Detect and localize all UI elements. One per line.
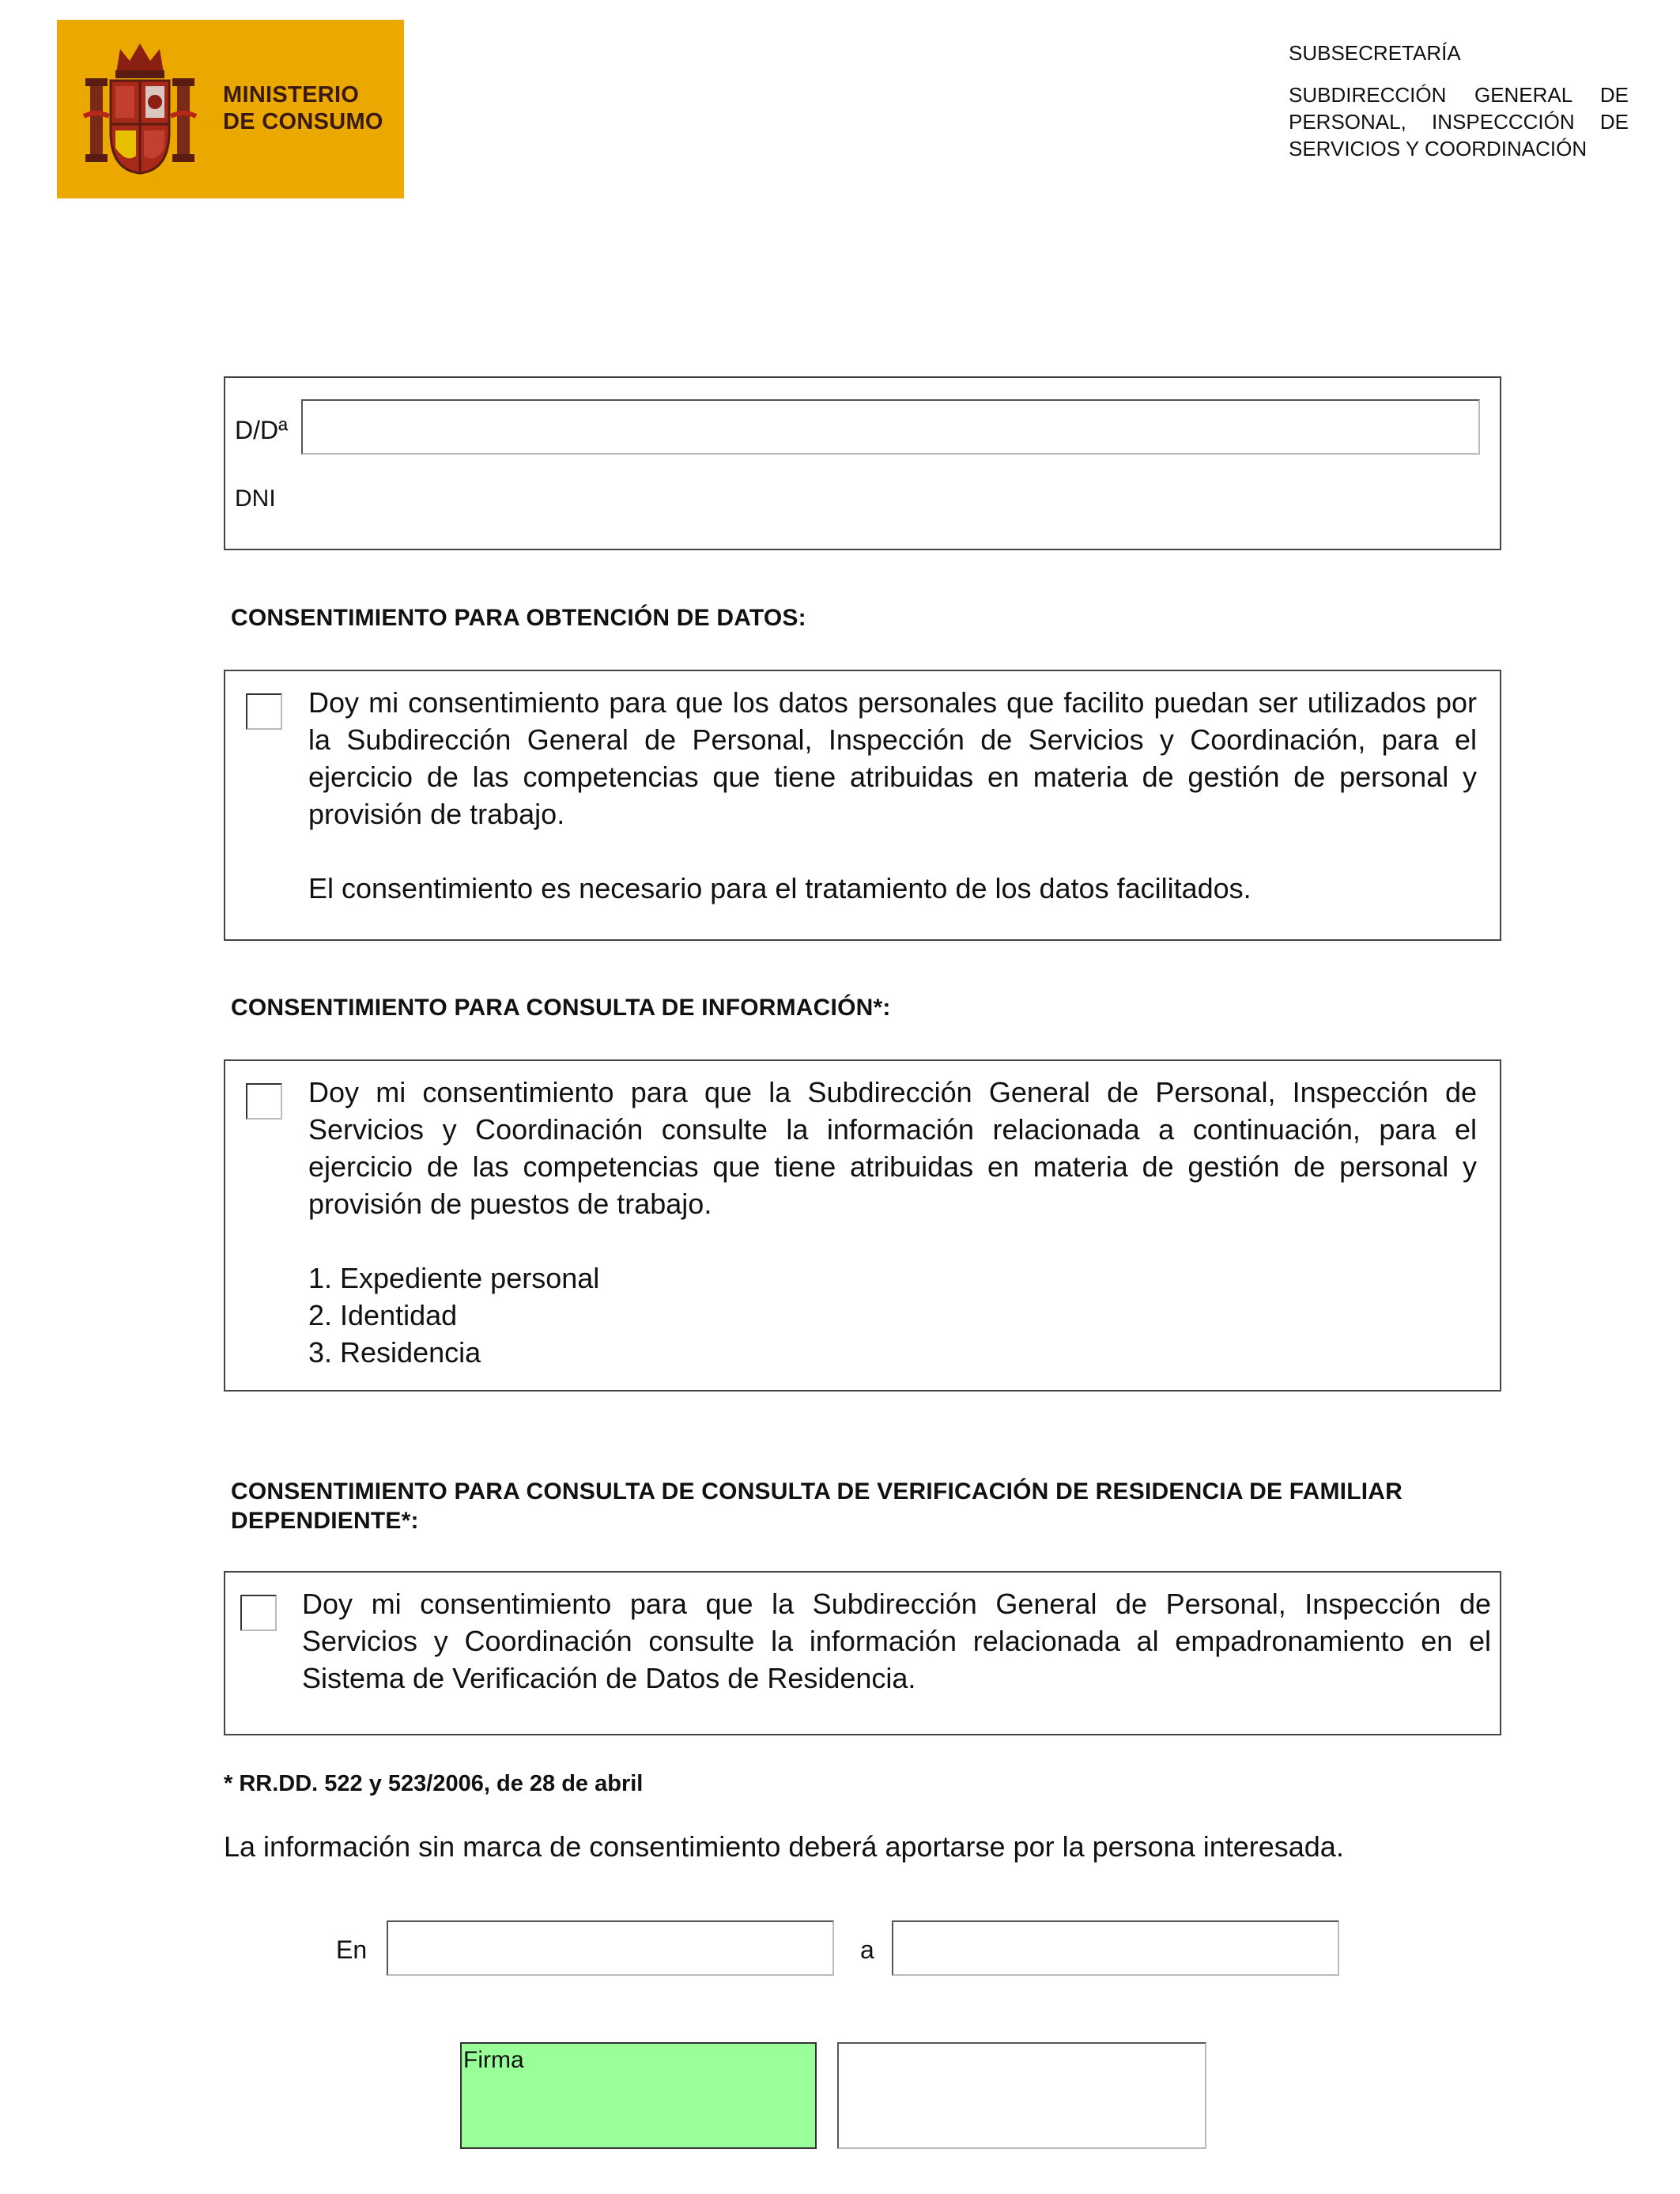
section1-text: Doy mi consentimiento para que los datos personales que facilito puedan ser utilizados por la Subdirección General de Personal, Inspección de Servicios y Coordinación, para el ejercicio de las competencias que tiene atribuidas en materia de gestión de personal y provisión de trabajo. bbox=[308, 686, 1477, 830]
dni-label: DNI bbox=[235, 485, 276, 512]
ministry-logo bbox=[57, 20, 404, 198]
section3-consent-checkbox[interactable] bbox=[240, 1595, 277, 1631]
signature-label: Firma bbox=[463, 2047, 524, 2073]
subdireccion-label: SUBDIRECCIÓN GENERAL DE PERSONAL, INSPECCCIÓN DE SERVICIOS Y COORDINACIÓN bbox=[1289, 83, 1629, 160]
logo-text-line-2: DE CONSUMO bbox=[223, 109, 383, 134]
coat-of-arms-icon bbox=[81, 37, 199, 179]
name-label: D/Dª bbox=[235, 416, 288, 444]
section1-consent-checkbox[interactable] bbox=[246, 693, 282, 730]
section2-consent-checkbox[interactable] bbox=[246, 1083, 282, 1120]
section2-text: Doy mi consentimiento para que la Subdirección General de Personal, Inspección de Servicios y Coordinación consulte la información relacionada a continuación, para el ejercicio de las competencias que tiene atribuidas en materia de gestión de personal y provisión de puestos de trabajo. bbox=[308, 1076, 1477, 1220]
list-item: 1. Expediente personal bbox=[308, 1262, 600, 1294]
signature-extra-field[interactable] bbox=[837, 2042, 1206, 2149]
section1-note: El consentimiento es necesario para el tratamiento de los datos facilitados. bbox=[308, 872, 1252, 904]
logo-text-line-1: MINISTERIO bbox=[223, 82, 360, 108]
section3-text: Doy mi consentimiento para que la Subdirección General de Personal, Inspección de Servicios y Coordinación consulte la información relacionada al empadronamiento en el Sistema de Verificación de Datos de Residencia. bbox=[302, 1588, 1491, 1694]
section1-title: CONSENTIMIENTO PARA OBTENCIÓN DE DATOS: bbox=[231, 605, 806, 631]
consent-notice: La información sin marca de consentimiento deberá aportarse por la persona interesada. bbox=[224, 1830, 1344, 1863]
list-item: 2. Identidad bbox=[308, 1299, 458, 1331]
section2-title: CONSENTIMIENTO PARA CONSULTA DE INFORMACIÓN*: bbox=[231, 995, 891, 1021]
signature-field[interactable] bbox=[460, 2042, 817, 2149]
section2-list bbox=[308, 1259, 599, 1371]
subsecretaria-label: SUBSECRETARÍA bbox=[1289, 41, 1461, 65]
place-label: En bbox=[336, 1935, 368, 1964]
place-input[interactable] bbox=[387, 1920, 834, 1976]
date-input[interactable] bbox=[892, 1920, 1339, 1976]
list-item: 3. Residencia bbox=[308, 1336, 481, 1369]
date-label: a bbox=[860, 1935, 874, 1964]
ministry-logo-text bbox=[223, 81, 383, 135]
section3-title: CONSENTIMIENTO PARA CONSULTA DE CONSULTA DE VERIFICACIÓN DE RESIDENCIA DE FAMILIAR DEPENDIENTE*: bbox=[231, 1478, 1403, 1534]
name-input[interactable] bbox=[301, 399, 1480, 455]
footnote: * RR.DD. 522 y 523/2006, de 28 de abril bbox=[224, 1771, 644, 1796]
